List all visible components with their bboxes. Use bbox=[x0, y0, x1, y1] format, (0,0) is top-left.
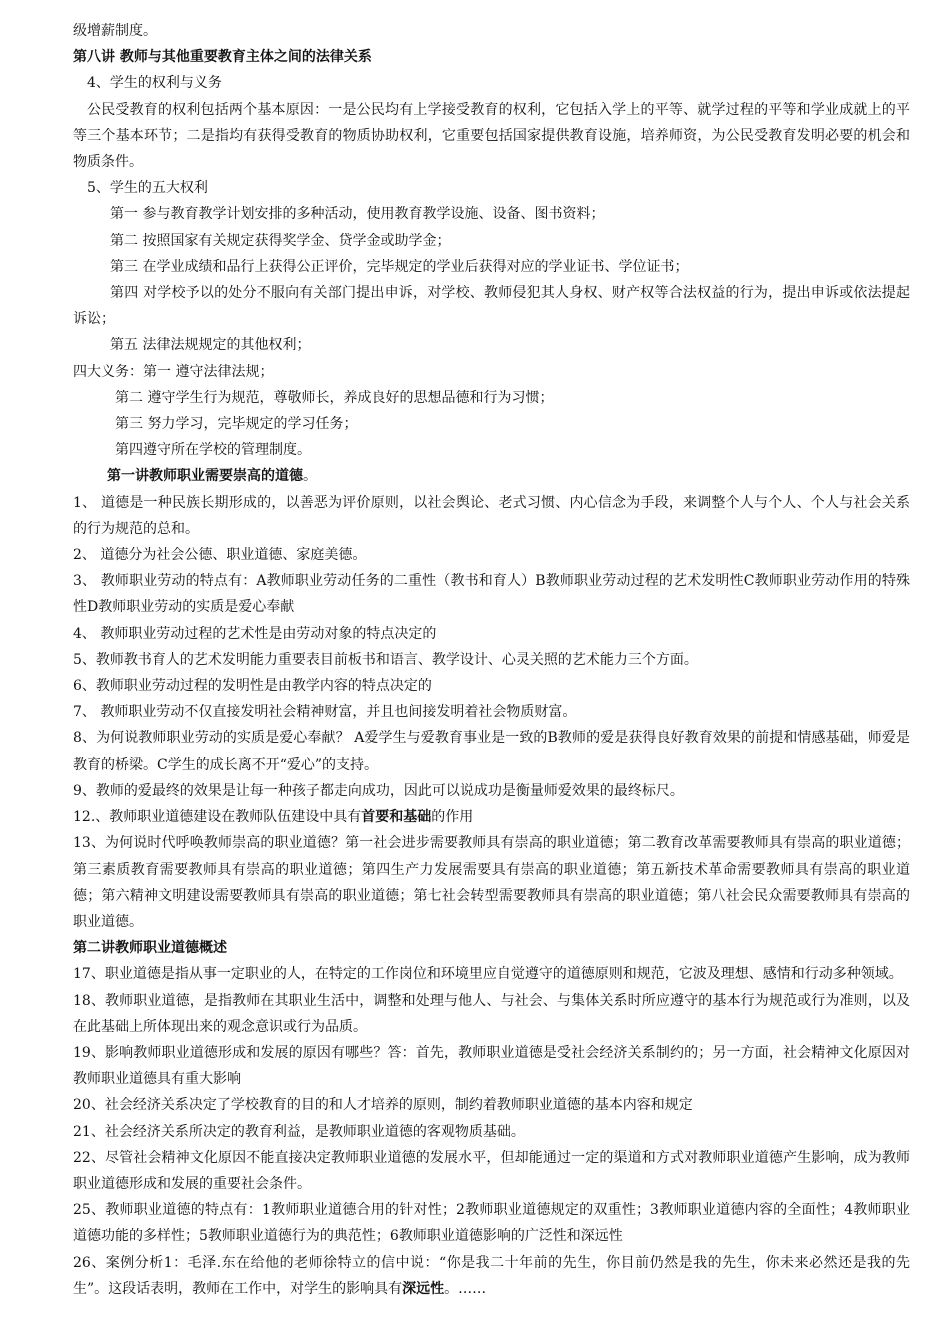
paragraph: 7、 教师职业劳动不仅直接发明社会精神财富，并且也间接发明着社会物质财富。 bbox=[73, 704, 577, 721]
paragraph: 6、教师职业劳动过程的发明性是由教学内容的特点决定的 bbox=[73, 678, 432, 695]
paragraph: 4、 教师职业劳动过程的艺术性是由劳动对象的特点决定的 bbox=[73, 625, 437, 642]
section-heading: 第一讲教师职业需要崇高的道德 bbox=[107, 468, 303, 485]
paragraph: 第五 法律法规规定的其他权利； bbox=[110, 337, 311, 354]
paragraph: 级增薪制度。 bbox=[73, 23, 157, 39]
paragraph: 4、学生的权利与义务 bbox=[87, 75, 222, 92]
paragraph: 19、影响教师职业道德形成和发展的原因有哪些？答：首先，教师职业道德是受社会经济关系制约的；另一方面，社会精神文化原因对教师职业道德具有重大影响 bbox=[73, 1044, 910, 1088]
section-heading: 第二讲教师职业道德概述 bbox=[73, 940, 227, 957]
paragraph: 18、教师职业道德，是指教师在其职业生活中，调整和处理与他人、与社会、与集体关系时所应遵守的基本行为规范或行为准则，以及在此基础上所体现出来的观念意识或行为品质。 bbox=[73, 992, 910, 1035]
paragraph-text: 12.、教师职业道德建设在教师队伍建设中具有 bbox=[73, 809, 362, 826]
paragraph: 2、 道德分为社会公德、职业道德、家庭美德。 bbox=[73, 547, 367, 564]
paragraph: 5、教师教书育人的艺术发明能力重要表目前板书和语言、教学设计、心灵关照的艺术能力三个方面。 bbox=[73, 651, 698, 668]
emphasis-text: 深远性 bbox=[402, 1280, 445, 1297]
paragraph: 5、学生的五大权利 bbox=[87, 180, 208, 197]
paragraph: 第二 按照国家有关规定获得奖学金、贷学金或助学金； bbox=[110, 232, 451, 249]
paragraph: 8、为何说教师职业劳动的实质是爱心奉献？ A爱学生与爱教育事业是一致的B教师的爱是获得良好教育效果的前提和情感基础，师爱是教育的桥梁。C学生的成长离不开“爱心”的支持。 bbox=[73, 730, 910, 773]
section-heading: 第八讲 教师与其他重要教育主体之间的法律关系 bbox=[73, 49, 372, 66]
paragraph: 21、社会经济关系所决定的教育利益，是教师职业道德的客观物质基础。 bbox=[73, 1123, 525, 1140]
paragraph: 公民受教育的权利包括两个基本原因：一是公民均有上学接受教育的权利，它包括入学上的平等、就学过程的平等和学业成就上的平等三个基本环节；二是指均有获得受教育的物质协助权利，它重要包括国家提供教育设施，培养师资，为公民受教育发明必要的机会和物质条件。 bbox=[73, 101, 910, 171]
paragraph: 3、 教师职业劳动的特点有：A教师职业劳动任务的二重性（教书和育人）B教师职业劳动过程的艺术发明性C教师职业劳动作用的特殊性D教师职业劳动的实质是爱心奉献 bbox=[73, 573, 910, 616]
paragraph: 第三 在学业成绩和品行上获得公正评价，完毕规定的学业后获得对应的学业证书、学位证书； bbox=[110, 258, 689, 275]
paragraph: 第四 对学校予以的处分不服向有关部门提出申诉，对学校、教师侵犯其人身权、财产权等合法权益的行为，提出申诉或依法提起诉讼； bbox=[73, 285, 910, 328]
emphasis-text: 首要和基础 bbox=[361, 809, 432, 826]
paragraph-text: 的作用 bbox=[431, 809, 474, 826]
paragraph: 9、教师的爱最终的效果是让每一种孩子都走向成功，因此可以说成功是衡量师爱效果的最终标尺。 bbox=[73, 782, 684, 799]
paragraph: 1、 道德是一种民族长期形成的，以善恶为评价原则，以社会舆论、老式习惯、内心信念为手段，来调整个人与个人、个人与社会关系的行为规范的总和。 bbox=[73, 494, 910, 537]
paragraph: 22、尽管社会精神文化原因不能直接决定教师职业道德的发展水平，但却能通过一定的渠道和方式对教师职业道德产生影响，成为教师职业道德形成和发展的重要社会条件。 bbox=[73, 1149, 910, 1192]
paragraph-with-emphasis bbox=[73, 804, 910, 830]
paragraph: 第四遵守所在学校的管理制度。 bbox=[115, 442, 311, 459]
section-heading-line bbox=[73, 463, 910, 489]
paragraph: 17、职业道德是指从事一定职业的人，在特定的工作岗位和环境里应自觉遵守的道德原则和规范，它波及理想、感情和行动多种领域。 bbox=[73, 966, 903, 983]
paragraph-text: 。…… bbox=[444, 1280, 487, 1297]
heading-trailing-period: 。 bbox=[303, 468, 317, 485]
paragraph-text: 26、案例分析1：毛泽.东在给他的老师徐特立的信中说：“你是我二十年前的先生，你目前仍然是我的先生，你未来必然还是我的先生”。这段话表明，教师在工作中，对学生的影响具有 bbox=[73, 1254, 910, 1297]
paragraph: 四大义务：第一 遵守法律法规； bbox=[73, 363, 274, 380]
paragraph: 25、教师职业道德的特点有：1教师职业道德合用的针对性；2教师职业道德规定的双重性；3教师职业道德内容的全面性；4教师职业道德功能的多样性；5教师职业道德行为的典范性；6教师职业道德影响的广泛性和深远性 bbox=[73, 1202, 910, 1245]
paragraph: 13、为何说时代呼唤教师崇高的职业道德？第一社会进步需要教师具有崇高的职业道德；第二教育改革需要教师具有崇高的职业道德；第三素质教育需要教师具有崇高的职业道德；第四生产力发展需要具有崇高的职业道德；第五新技术革命需要教师具有崇高的职业道德；第六精神文明建设需要教师具有崇高的职业道德；第七社会转型需要教师具有崇高的职业道德；第八社会民众需要教师具有崇高的职业道德。 bbox=[73, 835, 910, 930]
paragraph: 第一 参与教育教学计划安排的多种活动，使用教育教学设施、设备、图书资料； bbox=[110, 206, 605, 223]
paragraph-with-emphasis bbox=[73, 1250, 910, 1302]
paragraph: 第二 遵守学生行为规范，尊敬师长，养成良好的思想品德和行为习惯； bbox=[115, 389, 554, 406]
paragraph: 20、社会经济关系决定了学校教育的目的和人才培养的原则，制约着教师职业道德的基本内容和规定 bbox=[73, 1097, 693, 1114]
paragraph: 第三 努力学习，完毕规定的学习任务； bbox=[115, 416, 358, 433]
